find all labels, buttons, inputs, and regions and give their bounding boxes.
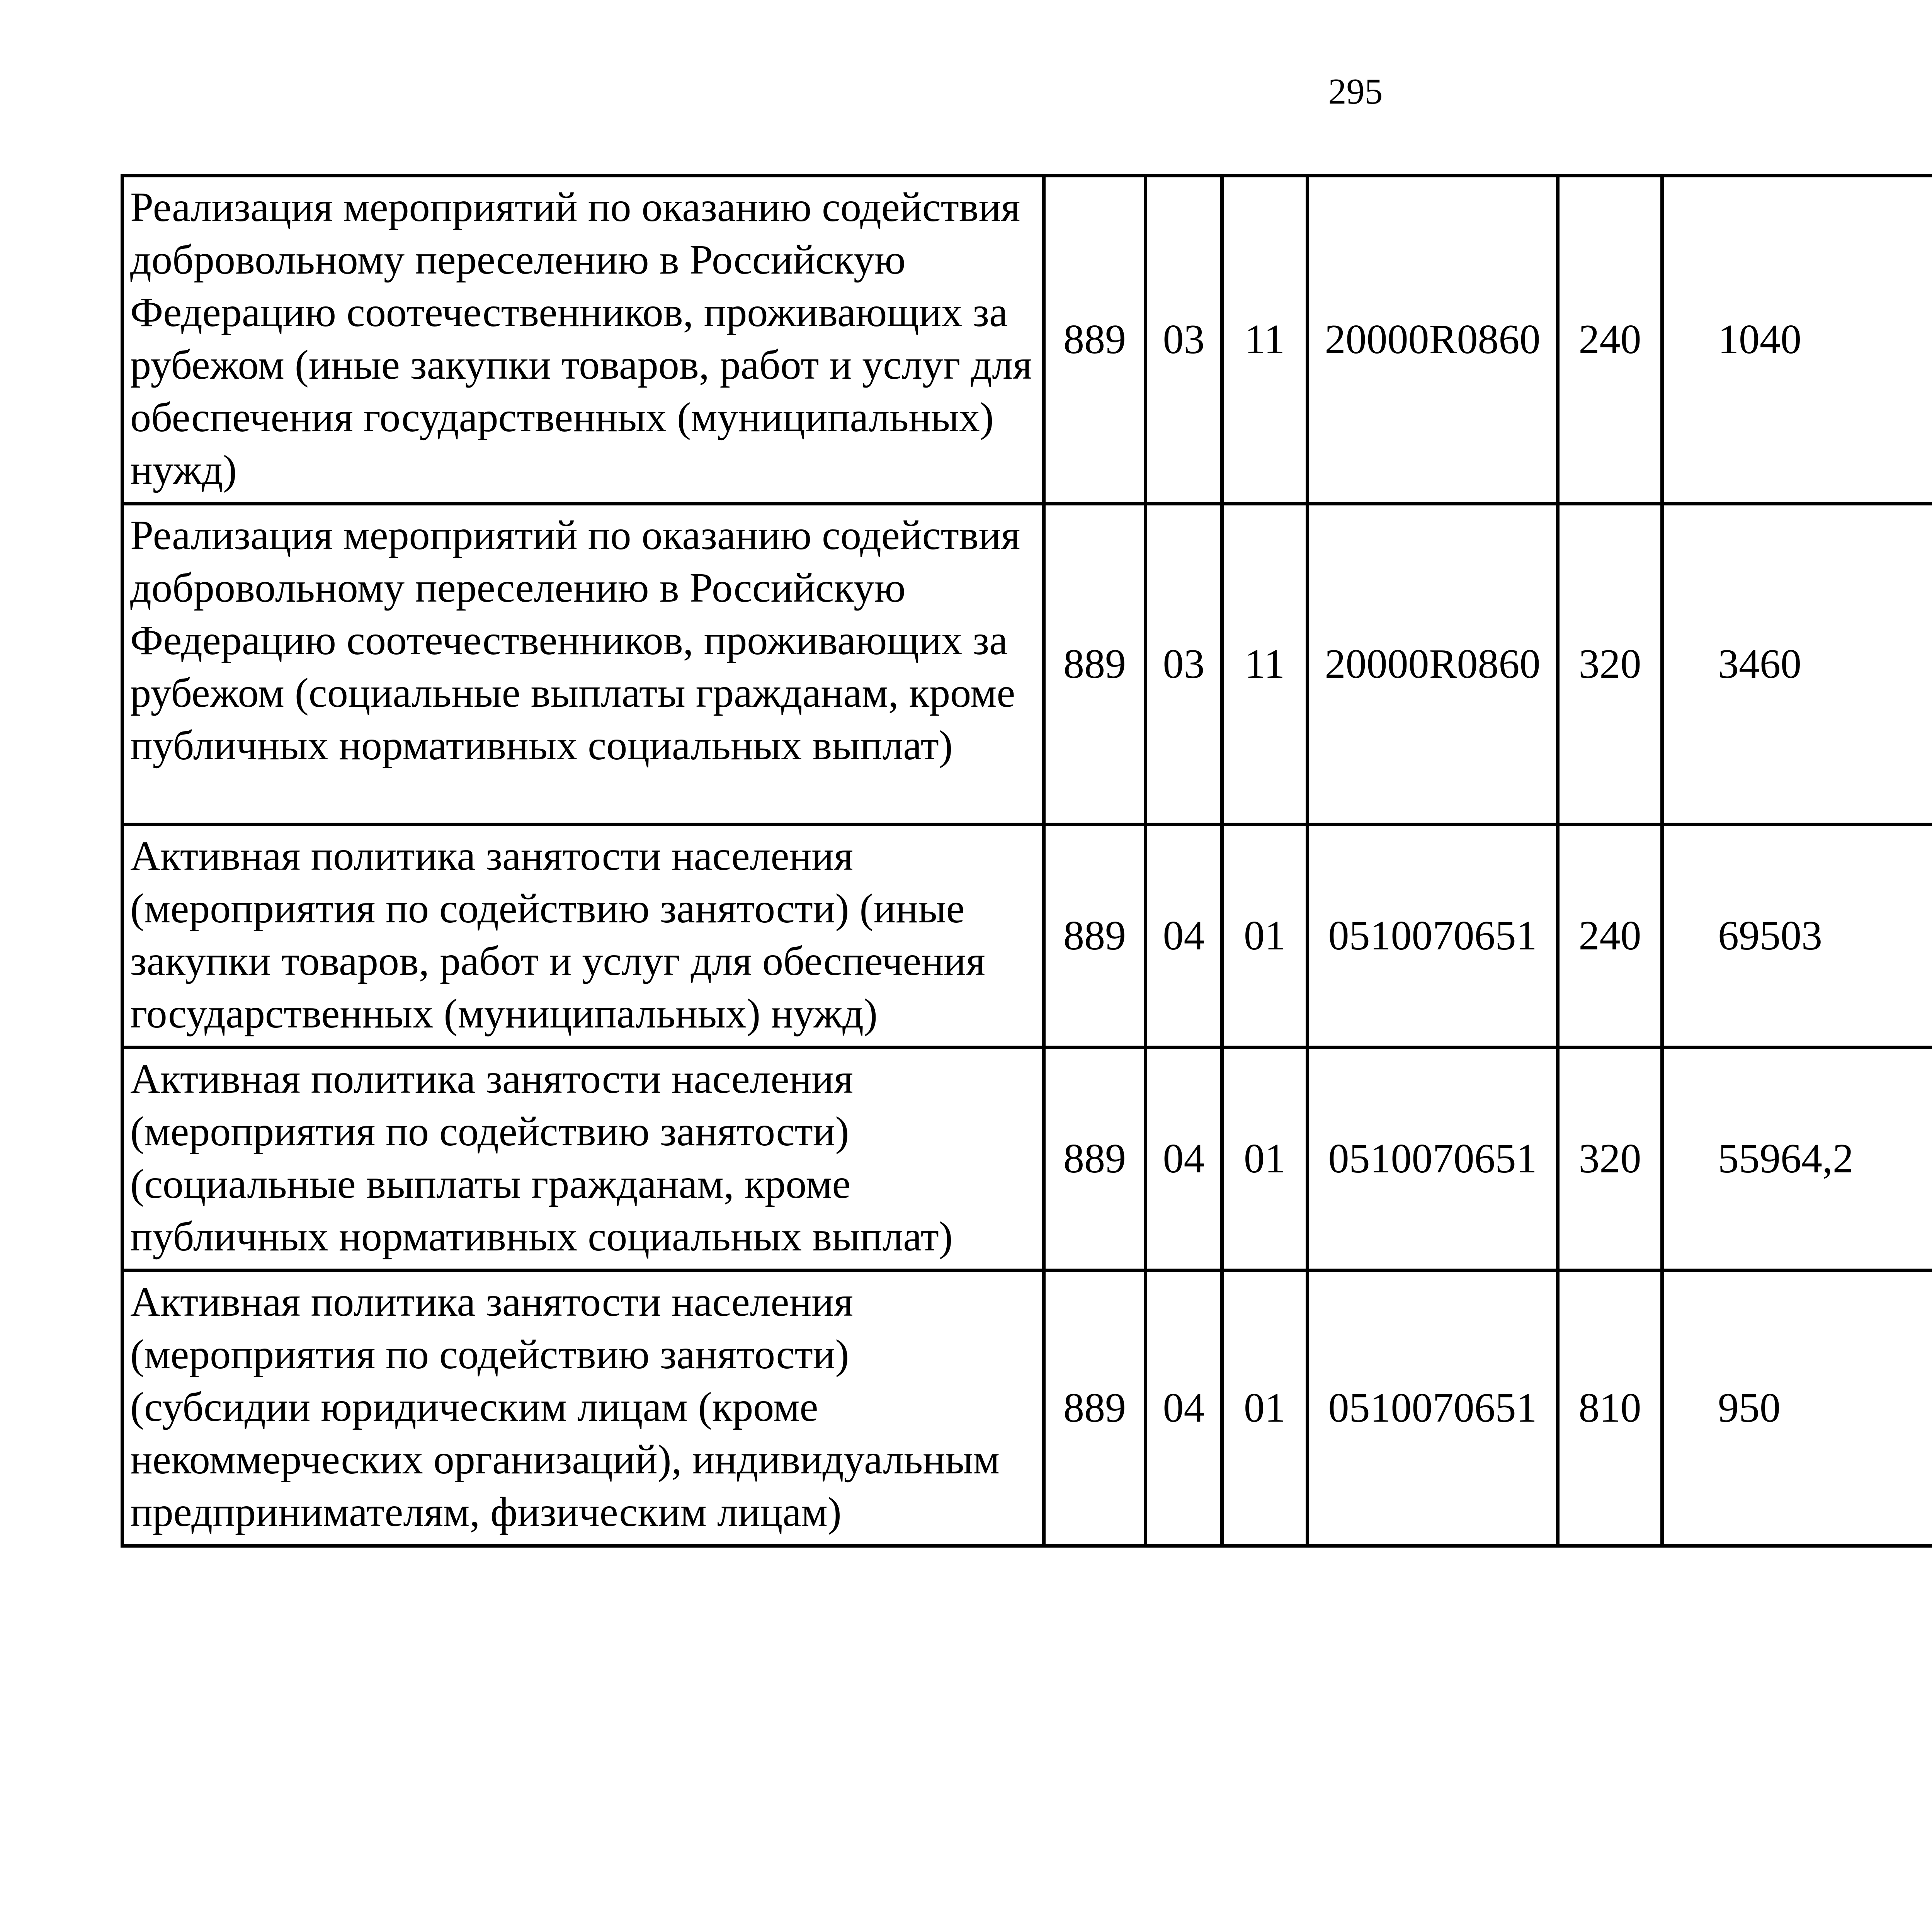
expense-type-code: 320	[1558, 1048, 1662, 1271]
description-line: Активная политика занятости населения	[130, 1056, 853, 1102]
table-row	[122, 176, 1932, 504]
section-code: 04	[1146, 1271, 1222, 1546]
amount-year-1: 55964,2	[1662, 1048, 1932, 1271]
description-line: (субсидии юридическим лицам (кроме	[130, 1384, 818, 1430]
description-line: добровольному переселению в Российскую	[130, 237, 906, 283]
table-row	[122, 825, 1932, 1048]
section-code: 04	[1146, 1048, 1222, 1271]
description-line: Реализация мероприятий по оказанию содействия	[130, 184, 1020, 230]
table-row	[122, 1048, 1932, 1271]
page-number: 295	[1328, 71, 1383, 112]
row-description	[122, 825, 1044, 1048]
subsection-code: 01	[1222, 1048, 1308, 1271]
subsection-code: 01	[1222, 1271, 1308, 1546]
target-article-code: 0510070651	[1308, 1048, 1558, 1271]
target-article-code: 0510070651	[1308, 1271, 1558, 1546]
row-description	[122, 504, 1044, 825]
description-line: нужд)	[130, 447, 237, 493]
description-line: (мероприятия по содействию занятости)	[130, 1332, 849, 1378]
expense-type-code: 320	[1558, 504, 1662, 825]
table-row	[122, 1271, 1932, 1546]
ministry-code: 889	[1044, 1048, 1146, 1271]
description-line: некоммерческих организаций), индивидуальным	[130, 1437, 1000, 1483]
description-line: Федерацию соотечественников, проживающих за	[130, 289, 1008, 335]
table-row	[122, 504, 1932, 825]
description-line: рубежом (социальные выплаты гражданам, кроме	[130, 670, 1015, 716]
description-line: публичных нормативных социальных выплат)	[130, 1214, 953, 1260]
row-description	[122, 176, 1044, 504]
description-line: публичных нормативных социальных выплат)	[130, 723, 953, 769]
amount-year-1: 950	[1662, 1271, 1932, 1546]
section-code: 04	[1146, 825, 1222, 1048]
description-line: (мероприятия по содействию занятости)	[130, 1109, 849, 1155]
amount-year-1: 1040	[1662, 176, 1932, 504]
target-article-code: 0510070651	[1308, 825, 1558, 1048]
subsection-code: 11	[1222, 176, 1308, 504]
subsection-code: 11	[1222, 504, 1308, 825]
amount-year-1: 3460	[1662, 504, 1932, 825]
row-description	[122, 1271, 1044, 1546]
description-line: Реализация мероприятий по оказанию содействия	[130, 512, 1020, 558]
section-code: 03	[1146, 504, 1222, 825]
ministry-code: 889	[1044, 176, 1146, 504]
description-line: государственных (муниципальных) нужд)	[130, 991, 878, 1037]
ministry-code: 889	[1044, 504, 1146, 825]
description-line: обеспечения государственных (муниципальных)	[130, 395, 994, 441]
expense-type-code: 240	[1558, 825, 1662, 1048]
description-line: закупки товаров, работ и услуг для обеспечения	[130, 938, 985, 984]
target-article-code: 20000R0860	[1308, 504, 1558, 825]
description-line: Активная политика занятости населения	[130, 833, 853, 879]
description-line: рубежом (иные закупки товаров, работ и услуг для	[130, 342, 1032, 388]
description-line: предпринимателям, физическим лицам)	[130, 1489, 842, 1535]
budget-table	[121, 174, 1932, 1548]
target-article-code: 20000R0860	[1308, 176, 1558, 504]
subsection-code: 01	[1222, 825, 1308, 1048]
section-code: 03	[1146, 176, 1222, 504]
row-description	[122, 1048, 1044, 1271]
amount-year-1: 69503	[1662, 825, 1932, 1048]
description-line: Активная политика занятости населения	[130, 1279, 853, 1325]
description-line: (социальные выплаты гражданам, кроме	[130, 1161, 851, 1207]
ministry-code: 889	[1044, 1271, 1146, 1546]
expense-type-code: 240	[1558, 176, 1662, 504]
ministry-code: 889	[1044, 825, 1146, 1048]
description-line: (мероприятия по содействию занятости) (иные	[130, 886, 965, 932]
description-line: добровольному переселению в Российскую	[130, 565, 906, 611]
expense-type-code: 810	[1558, 1271, 1662, 1546]
description-line: Федерацию соотечественников, проживающих за	[130, 617, 1008, 663]
